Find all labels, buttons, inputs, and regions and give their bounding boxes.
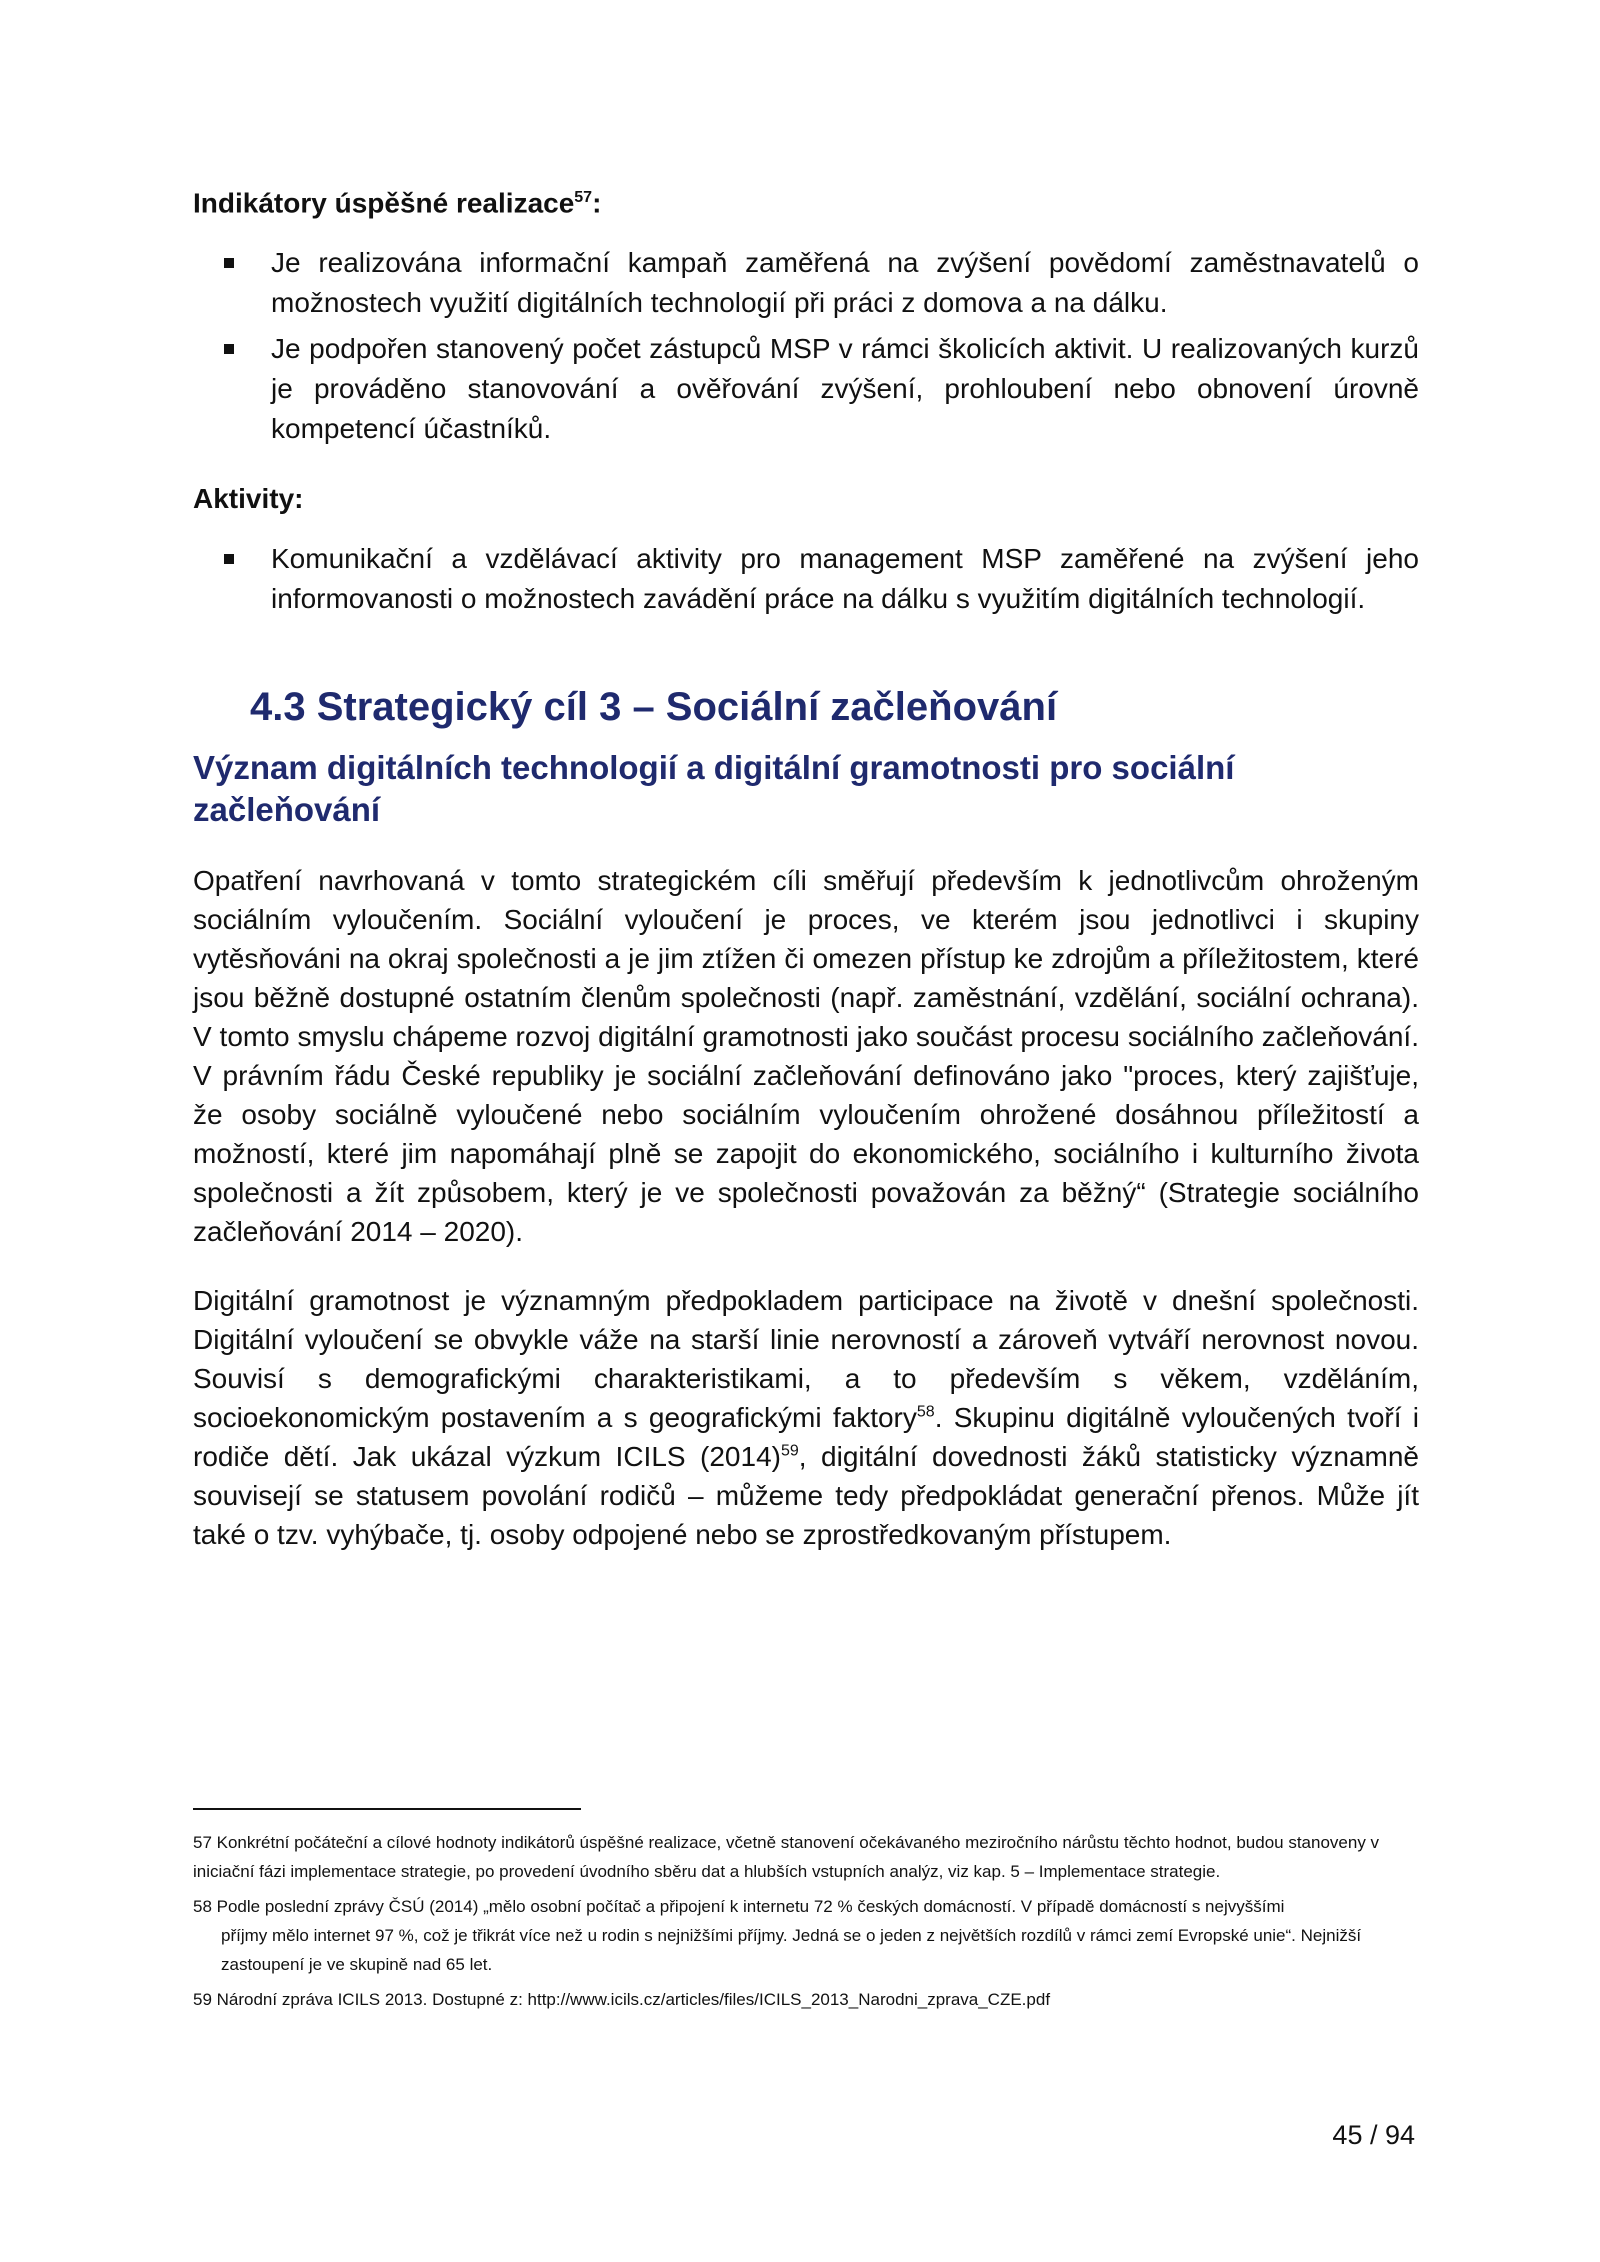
paragraph-2: Digitální gramotnost je významným předpokladem participace na životě v dnešní společnosti. Digitální vyloučení se obvykle váže na starší linie nerovností a zároveň vytváří nerovnost novou. Souvisí s demografickými charakteristikami, a to především s věkem, vzděláním, socioekonomickým postavením a s geografickými faktory$^{58}$. Skupinu digitálně vyloučených tvoří i rodiče dětí. Jak ukázal výzkum ICILS $(2014)^{59}$, digitální dovednosti žáků statisticky významně souvisejí se statusem povolání rodičů – můžeme tedy předpokládat generační přenos. Může jít také o tzv. vyhýbače, tj. osoby odpojené nebo se zprostředkovaným přístupem.: [193, 1285, 1420, 1551]
page-number: 45 / 94: [1332, 2120, 1415, 2150]
footnote-58-continuation: příjmy mělo internet 97 %, což je třikrát více než u rodin s nejnižšími příjmy. Jedná se o jeden z největších rozdílů v rámci zemí Evropské unie“. Nejnižší zastoupení je ve skupině nad 65 let.: [221, 1926, 1362, 1974]
section-title: 4.3 Strategický cíl 3 – Sociální začleňování: [250, 685, 1058, 730]
footnote-57: 57 Konkrétní počáteční a cílové hodnoty indikátorů úspěšné realizace, včetně stanovení očekávaného meziročního nárůstu těchto hodnot, budou stanoveny v iniciační fázi implementace strategie, po provedení úvodního sběru dat a hlubších vstupních analýz, viz kap. 5 – Implementace strategie.: [193, 1833, 1380, 1881]
list-item: Komunikační a vzdělávací aktivity pro management MSP zaměřené na zvýšení jeho informovanosti o možnostech zavádění práce na dálku s využitím digitálních technologií.: [193, 539, 1419, 619]
list-item: Je realizována informační kampaň zaměřená na zvýšení povědomí zaměstnavatelů o možnostech využití digitálních technologií při práci z domova a na dálku.: [193, 243, 1419, 323]
paragraph-1: Opatření navrhovaná v tomto strategickém cíli směřují především k jednotlivcům ohroženým sociálním vyloučením. Sociální vyloučení je proces, ve kterém jsou jednotlivci i skupiny vytěsňováni na okraj společnosti a je jim ztížen či omezen přístup ke zdrojům a příležitostem, které jsou běžně dostupné ostatním členům společnosti (např. zaměstnání, vzdělání, sociální ochrana). V tomto smyslu chápeme rozvoj digitální gramotnosti jako součást procesu sociálního začleňování. V právním řádu České republiky je sociální začleňování definováno jako "proces, který zajišťuje, že osoby sociálně vyloučené nebo sociálním vyloučením ohrožené dosáhnou příležitostí a možností, které jim napomáhají plně se zapojit do ekonomického, sociálního i kulturního života společnosti a žít způsobem, který je ve společnosti považován za běžný“ (Strategie sociálního začleňování 2014 – 2020).: [193, 865, 1419, 1248]
main-content: [193, 178, 1419, 1584]
footnote-ref-59[interactable]: 59: [780, 1443, 799, 1460]
activities-list: [193, 539, 1419, 619]
indicators-list: [193, 243, 1419, 449]
activities-heading: Aktivity:: [193, 483, 304, 515]
footnote-58: [193, 1892, 1423, 1979]
footnote-59: 59 Národní zpráva ICILS 2013. Dostupné z: http://www.icils.cz/articles/files/ICILS_2013_Narodni_zprava_CZE.pdf: [193, 1990, 1051, 2009]
section-subtitle: Význam digitálních technologií a digitální gramotnosti pro sociální začleňování: [193, 749, 1235, 829]
footnote-ref-57[interactable]: 57: [574, 189, 593, 206]
footnote-divider: [193, 1808, 581, 1810]
indicators-heading: Indikátory úspěšné realizace$^{57}$:: [193, 187, 602, 219]
footnote-58-first-line: 58 Podle poslední zprávy ČSÚ (2014) „mělo osobní počítač a připojení k internetu 72 % českých domácností. V případě domácností s nejvyššími: [193, 1897, 1285, 1916]
footnote-ref-58[interactable]: 58: [916, 1404, 935, 1421]
list-item: Je podpořen stanovený počet zástupců MSP v rámci školicích aktivit. U realizovaných kurzů je prováděno stanovování a ověřování zvýšení, prohloubení nebo obnovení úrovně kompetencí účastníků.: [193, 329, 1419, 449]
footnotes: [193, 1828, 1423, 2020]
